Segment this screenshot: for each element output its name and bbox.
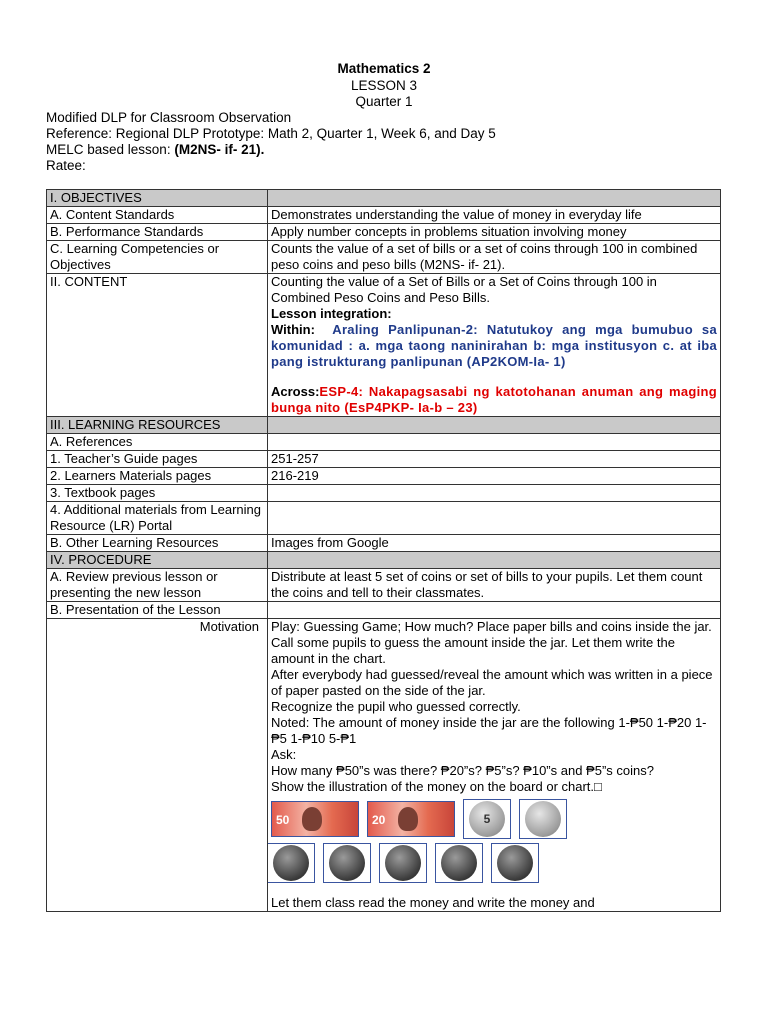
fifty-peso-bill-image: 50 xyxy=(271,801,359,837)
one-peso-coin-image xyxy=(268,843,316,883)
tg-value: 251-257 xyxy=(268,451,721,468)
integration-label: Lesson integration: xyxy=(271,306,392,321)
resources-heading: III. LEARNING RESOURCES xyxy=(47,417,268,434)
one-peso-coin-image xyxy=(491,843,539,883)
motivation-row xyxy=(47,619,721,912)
motivation-cell xyxy=(268,619,721,912)
money-images-row-1 xyxy=(271,799,717,839)
one-peso-coin-image xyxy=(323,843,371,883)
tg-label: 1. Teacher’s Guide pages xyxy=(47,451,268,468)
presentation-label: B. Presentation of the Lesson xyxy=(47,602,268,619)
lm-row xyxy=(47,468,721,485)
content-standards-label: A. Content Standards xyxy=(47,207,268,224)
competencies-label: C. Learning Competencies or Objectives xyxy=(47,241,268,274)
performance-standards-label: B. Performance Standards xyxy=(47,224,268,241)
other-resources-value: Images from Google xyxy=(268,535,721,552)
additional-label: 4. Additional materials from Learning Resource (LR) Portal xyxy=(47,502,268,535)
across-block xyxy=(271,384,717,416)
motivation-line: How many ₱50”s was there? ₱20”s? ₱5”s? ₱10”s and ₱5”s coins? xyxy=(271,763,654,778)
melc-line xyxy=(46,142,264,158)
across-text: ESP-4: Nakapagsasabi ng katotohanan anuman ang maging bunga nito (EsP4PKP- Ia-b – 23) xyxy=(271,384,717,415)
melc-code: (M2NS- if- 21). xyxy=(174,142,265,157)
one-peso-coin-image xyxy=(435,843,483,883)
motivation-line: Play: Guessing Game; How much? Place paper bills and coins inside the jar. xyxy=(271,619,712,634)
motivation-line: Show the illustration of the money on the board or chart.□ xyxy=(271,779,602,794)
additional-row xyxy=(47,502,721,535)
content-row xyxy=(47,274,721,417)
competencies-value: Counts the value of a set of bills or a set of coins through 100 in combined peso coins and peso bills (M2NS- if- 21). xyxy=(268,241,721,274)
within-text: Araling Panlipunan-2: Natutukoy ang mga bumubuo sa komunidad : a. mga taong naninirahan b: mga institusyon c. at iba pang istrukturang panlipunan (AP2KOM-Ia- 1) xyxy=(271,322,717,369)
presentation-row xyxy=(47,602,721,619)
motivation-label: Motivation xyxy=(47,619,268,912)
lm-value: 216-219 xyxy=(268,468,721,485)
lm-label: 2. Learners Materials pages xyxy=(47,468,268,485)
procedure-row xyxy=(47,552,721,569)
content-standards-row xyxy=(47,207,721,224)
procedure-heading: IV. PROCEDURE xyxy=(47,552,268,569)
resources-row xyxy=(47,417,721,434)
ten-peso-coin-image xyxy=(519,799,567,839)
twenty-peso-bill-image: 20 xyxy=(367,801,455,837)
content-cell xyxy=(268,274,721,417)
motivation-line: Ask: xyxy=(271,747,297,762)
motivation-line: Recognize the pupil who guessed correctly. xyxy=(271,699,521,714)
dlp-table xyxy=(46,189,721,912)
money-images-row-2 xyxy=(268,843,718,883)
five-peso-coin-image: 5 xyxy=(463,799,511,839)
competencies-row xyxy=(47,241,721,274)
melc-label: MELC based lesson: xyxy=(46,142,175,157)
references-row xyxy=(47,434,721,451)
quarter-label: Quarter 1 xyxy=(355,94,413,109)
performance-standards-row xyxy=(47,224,721,241)
references-label: A. References xyxy=(47,434,268,451)
motivation-line: Call some pupils to guess the amount inside the jar. Let them write the amount in the chart. xyxy=(271,635,675,666)
motivation-line: After everybody had guessed/reveal the amount which was written in a piece of paper pasted on the side of the jar. xyxy=(271,667,713,698)
review-label: A. Review previous lesson or presenting the new lesson xyxy=(47,569,268,602)
other-resources-label: B. Other Learning Resources xyxy=(47,535,268,552)
doc-title: Mathematics 2 xyxy=(337,61,431,76)
ratee-line: Ratee: xyxy=(46,158,86,173)
motivation-line: Noted: The amount of money inside the jar are the following 1-₱50 1-₱20 1-₱5 1-₱10 5-₱1 xyxy=(271,715,707,746)
one-peso-coin-image xyxy=(379,843,427,883)
other-resources-row xyxy=(47,535,721,552)
content-label: II. CONTENT xyxy=(47,274,268,417)
lesson-number: LESSON 3 xyxy=(350,78,418,93)
within-label: Within: xyxy=(271,322,315,337)
performance-standards-value: Apply number concepts in problems situation involving money xyxy=(268,224,721,241)
reference-line: Reference: Regional DLP Prototype: Math 2, Quarter 1, Week 6, and Day 5 xyxy=(46,126,496,141)
across-label: Across: xyxy=(271,384,320,399)
content-text: Counting the value of a Set of Bills or a Set of Coins through 100 in Combined Peso Coins and Peso Bills. xyxy=(271,274,657,305)
tg-row xyxy=(47,451,721,468)
dlp-type: Modified DLP for Classroom Observation xyxy=(46,110,292,125)
review-text: Distribute at least 5 set of coins or set of bills to your pupils. Let them count the coins and tell to their classmates. xyxy=(268,569,721,602)
closing-line: Let them class read the money and write the money and xyxy=(271,895,595,910)
objectives-heading: I. OBJECTIVES xyxy=(47,190,268,207)
objectives-row xyxy=(47,190,721,207)
textbook-label: 3. Textbook pages xyxy=(47,485,268,502)
textbook-row xyxy=(47,485,721,502)
content-standards-value: Demonstrates understanding the value of money in everyday life xyxy=(268,207,721,224)
review-row xyxy=(47,569,721,602)
within-block xyxy=(271,322,717,370)
